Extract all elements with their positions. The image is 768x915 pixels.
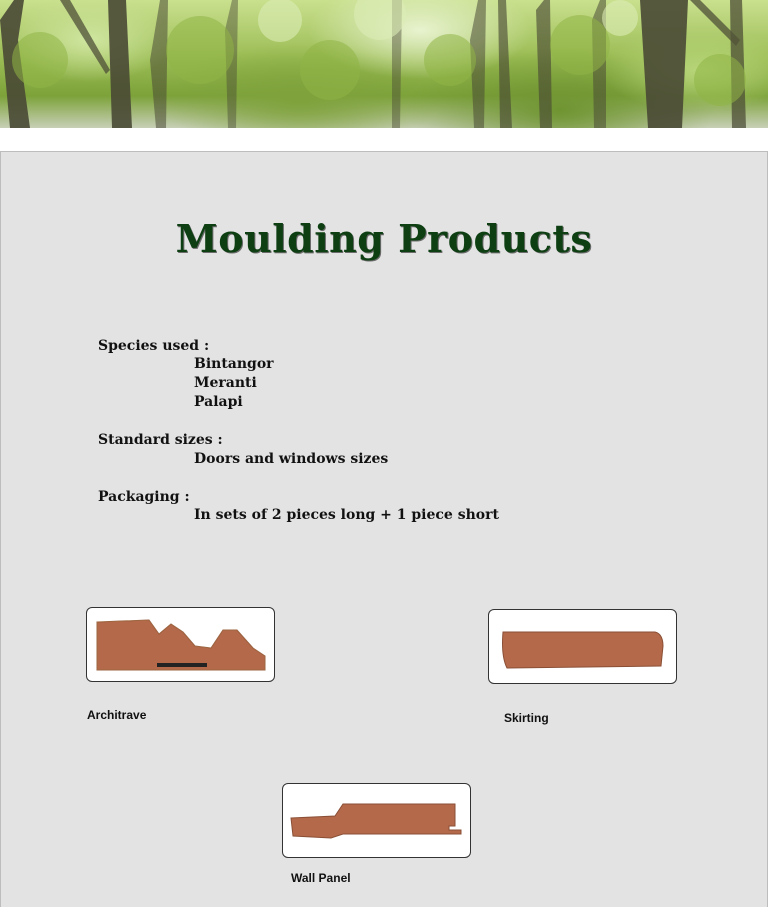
- standard-sizes-value: Doors and windows sizes: [194, 451, 389, 467]
- packaging-value: In sets of 2 pieces long + 1 piece short: [194, 507, 499, 523]
- architrave-caption: Architrave: [87, 708, 147, 722]
- species-item-palapi: Palapi: [194, 394, 243, 410]
- skirting-image: [488, 609, 677, 684]
- bottom-strip: [0, 907, 768, 915]
- page-title: Moulding Products: [175, 216, 593, 261]
- species-item-meranti: Meranti: [194, 375, 257, 391]
- standard-sizes-label: Standard sizes :: [98, 432, 223, 448]
- species-item-bintangor: Bintangor: [194, 356, 274, 372]
- architrave-profile-icon: [87, 608, 274, 681]
- architrave-image: [86, 607, 275, 682]
- forest-banner-artwork: [0, 0, 768, 128]
- wall-panel-image: [282, 783, 471, 858]
- forest-banner: [0, 0, 768, 128]
- skirting-profile-icon: [489, 610, 676, 683]
- species-label: Species used :: [98, 338, 210, 354]
- wall-panel-profile-icon: [283, 784, 470, 857]
- wall-panel-caption: Wall Panel: [291, 871, 351, 885]
- packaging-label: Packaging :: [98, 489, 190, 505]
- skirting-caption: Skirting: [504, 711, 549, 725]
